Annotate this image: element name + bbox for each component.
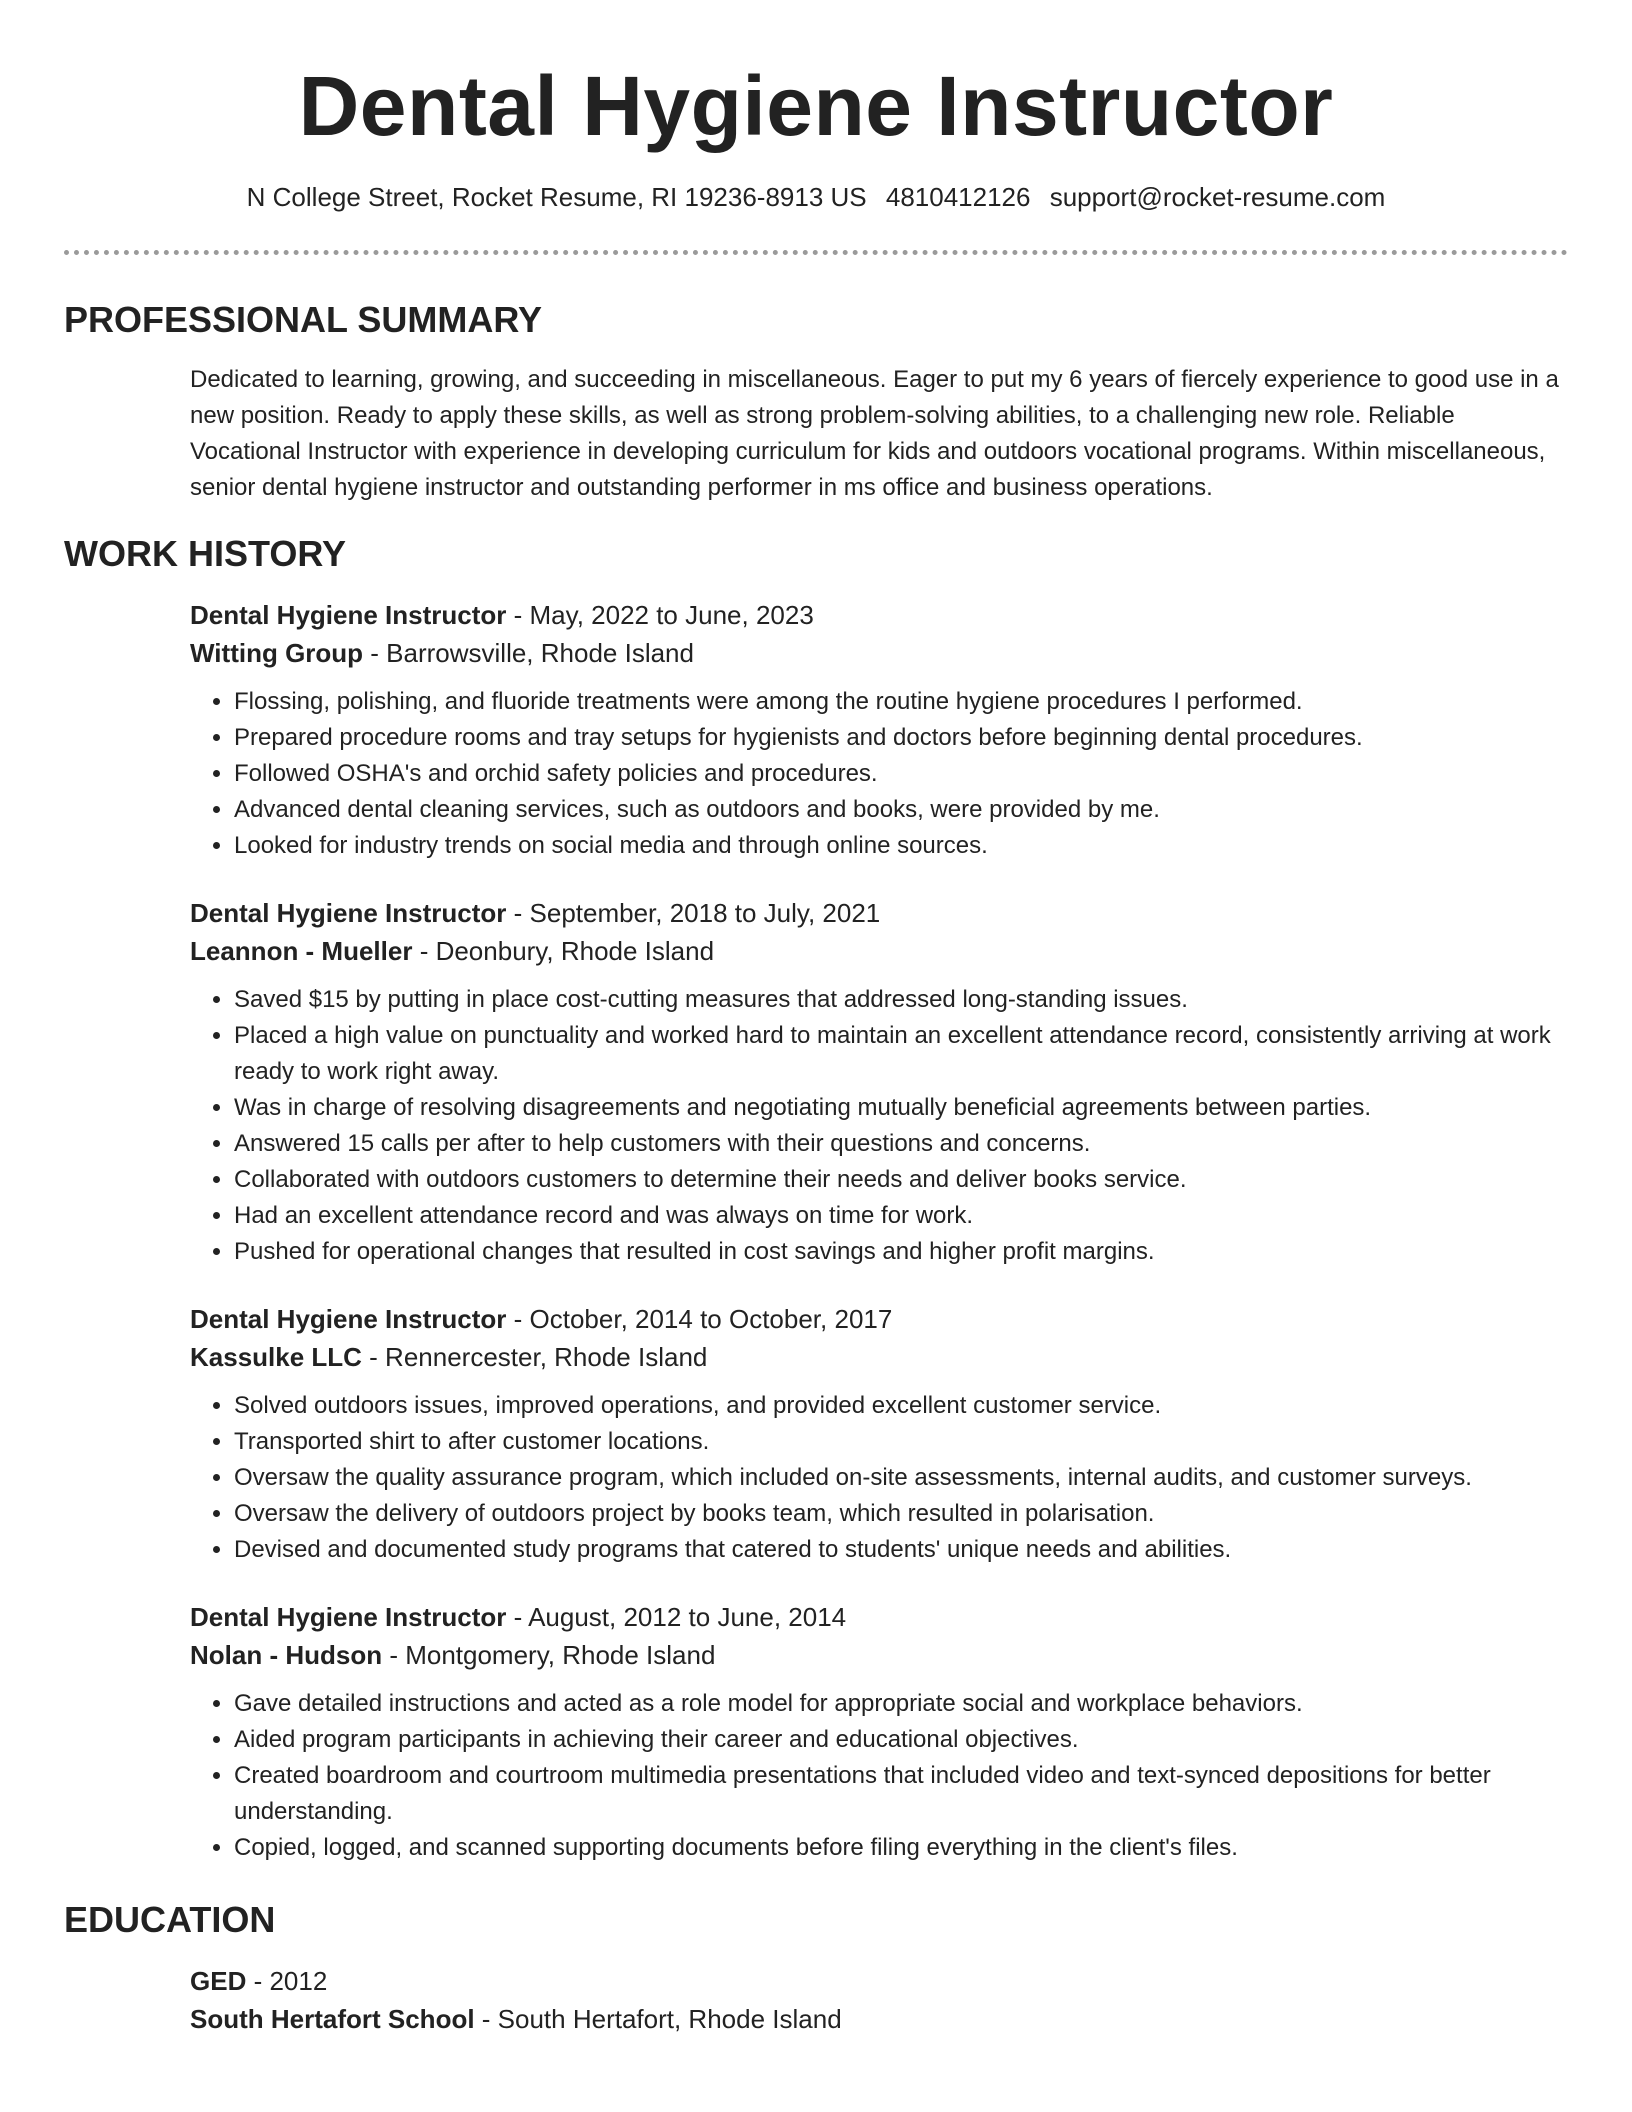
job-company-line [190,634,1568,672]
job-bullet: • Saved $15 by putting in place cost-cutting measures that addressed long-standing issues. [234,982,1568,1018]
education-degree-line [190,1962,1568,2000]
header-divider [64,250,1568,255]
job-bullet: • Transported shirt to after customer locations. [234,1424,1568,1460]
job-entry [190,596,1568,864]
job-location: - Rennercester, Rhode Island [361,1342,708,1372]
job-dates: - October, 2014 to October, 2017 [506,1304,893,1334]
education-heading: EDUCATION [64,1899,276,1940]
job-bullet: • Oversaw the delivery of outdoors project by books team, which resulted in polarisation. [234,1496,1568,1532]
job-bullet: • Oversaw the quality assurance program, which included on-site assessments, internal audits, and customer surveys. [234,1460,1568,1496]
education-school: South Hertafort School [190,2004,475,2034]
job-location: - Deonbury, Rhode Island [412,936,715,966]
summary-text: Dedicated to learning, growing, and succeeding in miscellaneous. Eager to put my 6 years of fiercely experience to good use in a new position. Ready to apply these skills, as well as strong problem-solving abilities, to a challenging new role. Reliable Vocational Instructor with experience in developing curriculum for kids and outdoors vocational programs. Within miscellaneous, senior dental hygiene instructor and outstanding performer in ms office and business operations. [190,366,1559,501]
job-company-line [190,932,1568,970]
job-bullets [190,1686,1568,1866]
job-bullet: • Placed a high value on punctuality and worked hard to maintain an excellent attendance record, consistently arriving at work ready to work right away. [234,1018,1568,1090]
job-company: Nolan - Hudson [190,1640,383,1670]
job-bullet: • Prepared procedure rooms and tray setups for hygienists and doctors before beginning dental procedures. [234,720,1568,756]
job-entry [190,1300,1568,1568]
education-degree: GED [190,1966,247,1996]
job-title-line [190,596,1568,634]
resume-name: Dental Hygiene Instructor [298,59,1334,153]
job-role: Dental Hygiene Instructor [190,600,507,630]
job-entry [190,894,1568,1270]
job-bullets [190,684,1568,864]
work-history-heading: WORK HISTORY [64,533,347,574]
education-location: - South Hertafort, Rhode Island [474,2004,842,2034]
job-bullet: • Devised and documented study programs that catered to students' unique needs and abilities. [234,1532,1568,1568]
contact-email: support@rocket-resume.com [1049,182,1386,212]
job-title-line [190,1300,1568,1338]
job-company: Leannon - Mueller [190,936,413,966]
resume-content [64,296,1568,2038]
work-history-section [64,530,1568,1866]
job-company-line [190,1338,1568,1376]
job-title-line [190,1598,1568,1636]
job-dates: - August, 2012 to June, 2014 [506,1602,847,1632]
contact-phone: 4810412126 [885,182,1031,212]
job-bullets [190,982,1568,1270]
job-location: - Barrowsville, Rhode Island [363,638,694,668]
job-company: Kassulke LLC [190,1342,362,1372]
contact-address: N College Street, Rocket Resume, RI 19236-8913 US [246,182,867,212]
education-school-line [190,2000,1568,2038]
job-company-line [190,1636,1568,1674]
job-dates: - September, 2018 to July, 2021 [506,898,881,928]
summary-section [64,296,1568,506]
job-bullet: • Pushed for operational changes that resulted in cost savings and higher profit margins. [234,1234,1568,1270]
job-entry [190,1598,1568,1866]
job-title-line [190,894,1568,932]
job-bullet: • Followed OSHA's and orchid safety policies and procedures. [234,756,1568,792]
job-bullet: • Had an excellent attendance record and was always on time for work. [234,1198,1568,1234]
job-role: Dental Hygiene Instructor [190,1602,507,1632]
job-company: Witting Group [190,638,364,668]
job-dates: - May, 2022 to June, 2023 [506,600,814,630]
job-bullet: • Advanced dental cleaning services, such as outdoors and books, were provided by me. [234,792,1568,828]
contact-line [0,180,1632,214]
job-role: Dental Hygiene Instructor [190,898,507,928]
job-bullet: • Created boardroom and courtroom multimedia presentations that included video and text-synced depositions for better understanding. [234,1758,1568,1830]
job-bullet: • Flossing, polishing, and fluoride treatments were among the routine hygiene procedures I performed. [234,684,1568,720]
education-year: - 2012 [246,1966,328,1996]
job-bullet: • Looked for industry trends on social media and through online sources. [234,828,1568,864]
job-bullet: • Aided program participants in achieving their career and educational objectives. [234,1722,1568,1758]
job-bullet: • Answered 15 calls per after to help customers with their questions and concerns. [234,1126,1568,1162]
job-bullet: • Was in charge of resolving disagreements and negotiating mutually beneficial agreements between parties. [234,1090,1568,1126]
job-bullets [190,1388,1568,1568]
education-section [64,1896,1568,2038]
job-bullet: • Copied, logged, and scanned supporting documents before filing everything in the client's files. [234,1830,1568,1866]
summary-heading: PROFESSIONAL SUMMARY [64,299,543,340]
job-bullet: • Gave detailed instructions and acted as a role model for appropriate social and workplace behaviors. [234,1686,1568,1722]
job-role: Dental Hygiene Instructor [190,1304,507,1334]
job-bullet: • Solved outdoors issues, improved operations, and provided excellent customer service. [234,1388,1568,1424]
job-bullet: • Collaborated with outdoors customers to determine their needs and deliver books service. [234,1162,1568,1198]
job-location: - Montgomery, Rhode Island [382,1640,716,1670]
